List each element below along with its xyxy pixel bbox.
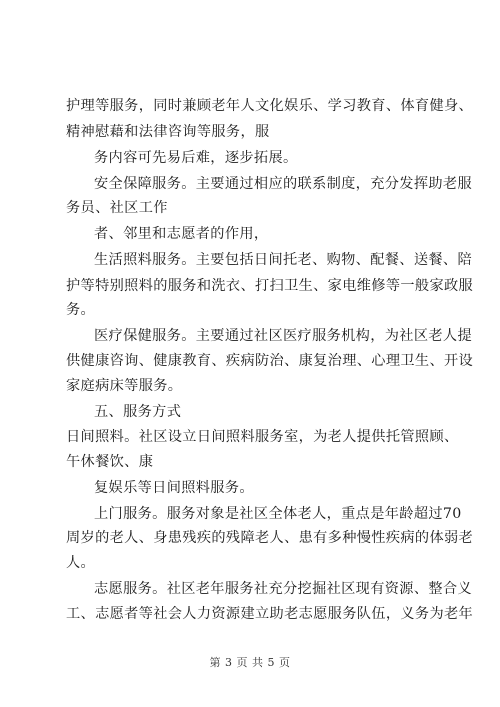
paragraph-line: 护等特别照料的服务和洗衣、打扫卫生、家电维修等一般家政服 (66, 278, 474, 294)
paragraph-line: 护理等服务，同时兼顾老年人文化娱乐、学习教育、体育健身、 (66, 98, 474, 114)
paragraph-line: 安全保障服务。主要通过相应的联系制度，充分发挥助老服 (94, 176, 472, 192)
page-number-footer: 第 3 页 共 5 页 (209, 656, 291, 669)
paragraph-line: 上门服务。服务对象是社区全体老人，重点是年龄超过70 (94, 506, 462, 522)
paragraph-line: 精神慰藉和法律咨询等服务，服 (66, 124, 270, 140)
paragraph-line: 务员、社区工作 (66, 200, 168, 216)
paragraph-line: 人。 (66, 555, 96, 571)
paragraph-line: 志愿服务。社区老年服务社充分挖掘社区现有资源、整合义 (94, 581, 472, 597)
paragraph-line: 务内容可先易后难，逐步拓展。 (94, 150, 298, 166)
paragraph-line: 工、志愿者等社会人力资源建立助老志愿服务队伍，义务为老年 (66, 606, 474, 622)
paragraph-line: 生活照料服务。主要包括日间托老、购物、配餐、送餐、陪 (94, 252, 472, 268)
section-heading: 五、服务方式 (94, 404, 182, 420)
paragraph-line: 周岁的老人、身患残疾的残障老人、患有多种慢性疾病的体弱老 (66, 530, 474, 546)
paragraph-line: 日间照料。社区设立日间照料服务室，为老人提供托管照顾、 (66, 429, 459, 445)
paragraph-line: 午休餐饮、康 (66, 454, 154, 470)
paragraph-line: 医疗保健服务。主要通过社区医疗服务机构，为社区老人提 (94, 328, 472, 344)
paragraph-line: 者、邻里和志愿者的作用， (94, 226, 269, 242)
paragraph-line: 供健康咨询、健康教育、疾病防治、康复治理、心理卫生、开设 (66, 353, 474, 369)
paragraph-line: 务。 (66, 302, 96, 318)
paragraph-line: 家庭病床等服务。 (66, 378, 183, 394)
paragraph-line: 复娱乐等日间照料服务。 (94, 480, 254, 496)
